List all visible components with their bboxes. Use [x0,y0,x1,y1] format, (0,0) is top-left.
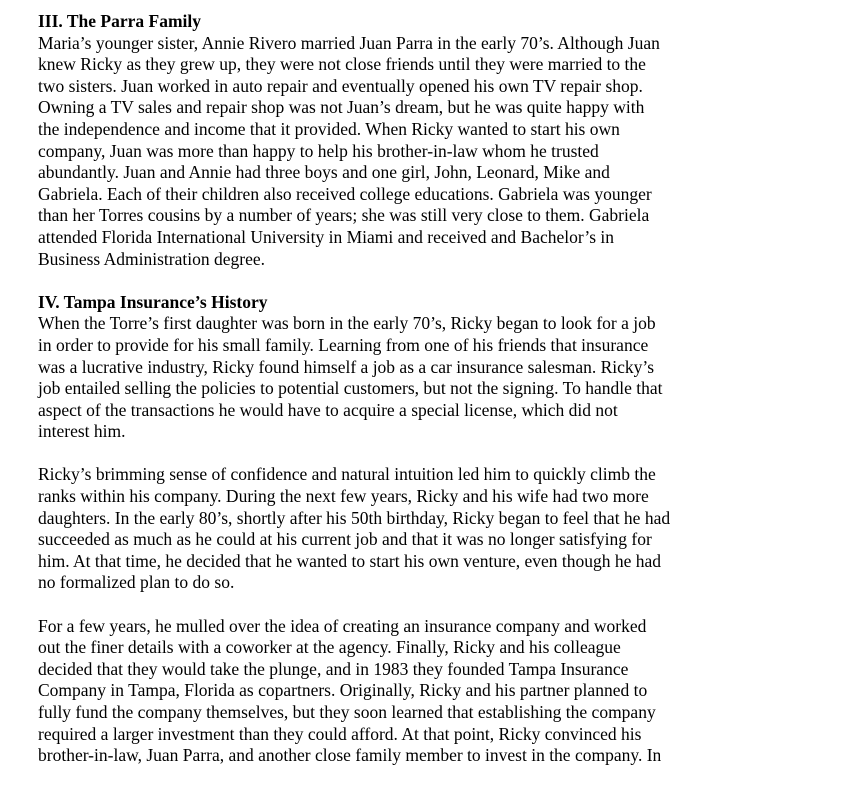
paragraph [38,464,738,594]
text-line: Ricky’s brimming sense of confidence and natural intuition led him to quickly climb the [38,464,656,485]
text-line: interest him. [38,421,126,442]
paragraph [38,616,738,767]
section-heading: IV. Tampa Insurance’s History [38,291,268,312]
paragraph [38,313,738,443]
text-line: aspect of the transactions he would have to acquire a special license, which did not [38,399,618,420]
text-line: two sisters. Juan worked in auto repair and eventually opened his own TV repair shop. [38,75,643,96]
paragraph-gap [38,270,738,292]
paragraph-gap [38,443,738,465]
text-line: company, Juan was more than happy to help his brother-in-law whom he trusted [38,140,599,161]
text-line: daughters. In the early 80’s, shortly after his 50th birthday, Ricky began to feel that he had [38,507,671,528]
text-line: no formalized plan to do so. [38,572,235,593]
document-page [38,11,738,767]
text-line: decided that they would take the plunge, and in 1983 they founded Tampa Insurance [38,658,629,679]
text-line: knew Ricky as they grew up, they were not close friends until they were married to the [38,54,646,75]
text-line: When the Torre’s first daughter was born in the early 70’s, Ricky began to look for a job [38,313,656,334]
text-line: required a larger investment than they could afford. At that point, Ricky convinced his [38,723,642,744]
text-line: out the finer details with a coworker at the agency. Finally, Ricky and his colleague [38,637,621,658]
text-line: attended Florida International University in Miami and received and Bachelor’s in [38,226,615,247]
text-line: succeeded as much as he could at his current job and that it was no longer satisfying for [38,529,652,550]
text-line: fully fund the company themselves, but they soon learned that establishing the company [38,702,656,722]
paragraph-gap [38,594,738,616]
text-line: job entailed selling the policies to potential customers, but not the signing. To handle that [38,378,663,399]
text-line: Company in Tampa, Florida as copartners. Originally, Ricky and his partner planned to [38,680,648,701]
text-line: For a few years, he mulled over the idea of creating an insurance company and worked [38,615,647,636]
section-heading: III. The Parra Family [38,11,202,31]
text-line: in order to provide for his small family. Learning from one of his friends that insurance [38,334,649,355]
paragraph [38,33,738,271]
text-line: ranks within his company. During the next few years, Ricky and his wife had two more [38,486,649,507]
text-line: Owning a TV sales and repair shop was not Juan’s dream, but he was quite happy with [38,97,645,118]
section-tampa-insurance-history [38,292,738,767]
text-line: Business Administration degree. [38,248,265,269]
text-line: was a lucrative industry, Ricky found himself a job as a car insurance salesman. Ricky’s [38,356,655,377]
text-line: him. At that time, he decided that he wanted to start his own venture, even though he had [38,550,662,571]
text-line: the independence and income that it provided. When Ricky wanted to start his own [38,118,620,139]
section-parra-family [38,11,738,270]
text-line: Gabriela. Each of their children also received college educations. Gabriela was younger [38,183,652,204]
text-line: abundantly. Juan and Annie had three boys and one girl, John, Leonard, Mike and [38,162,610,183]
text-line: than her Torres cousins by a number of years; she was still very close to them. Gabriela [38,205,650,226]
text-line: Maria’s younger sister, Annie Rivero married Juan Parra in the early 70’s. Although Juan [38,32,660,53]
text-line: brother-in-law, Juan Parra, and another close family member to invest in the company. In [38,745,662,766]
